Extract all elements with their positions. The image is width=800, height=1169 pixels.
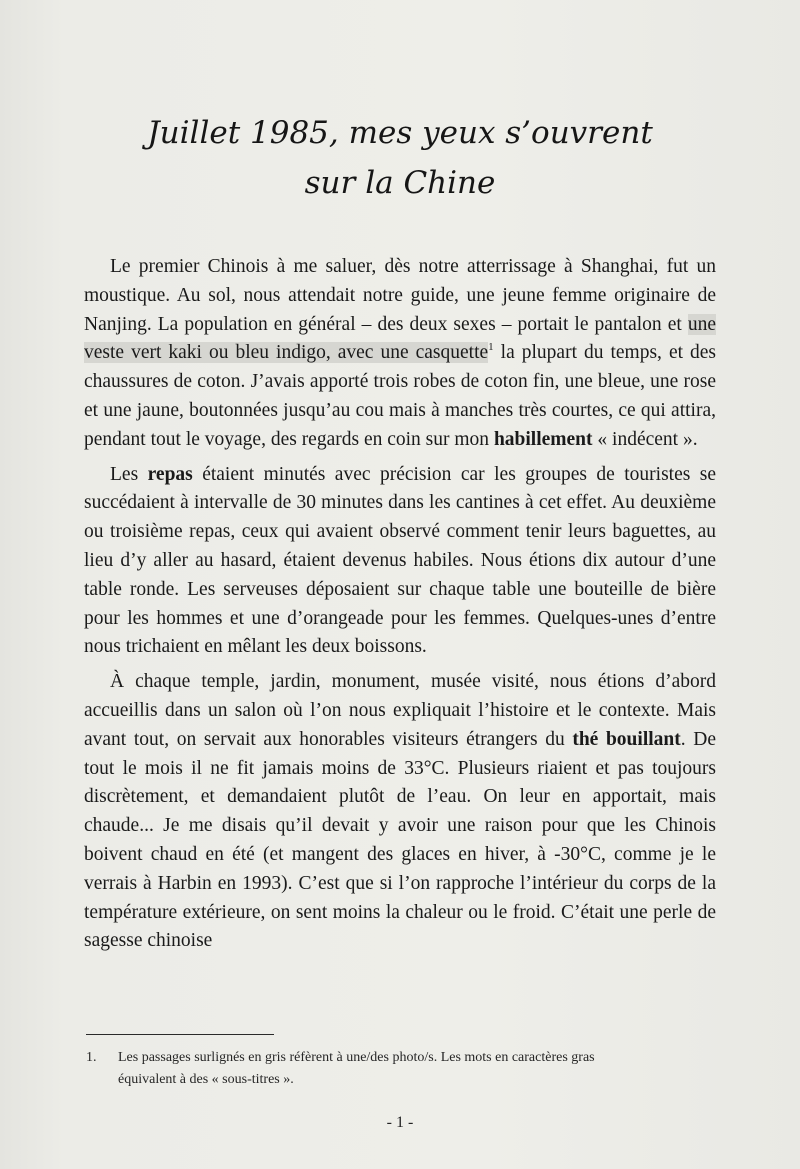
paragraph-1-text-c: « indécent ».: [592, 428, 698, 450]
subtitle-bold-repas: repas: [147, 463, 193, 485]
footnote-line-1: Les passages surlignés en gris réfèrent à une/des photo/s. Les mots en caractères gras: [118, 1050, 595, 1065]
paragraph-2-text-b: étaient minutés avec précision car les groupes de touristes se succédaient à intervalle de 30 minutes dans les cantines à cet effet. Au deuxième ou troisième repas, ceux qui avaient observé comment tenir leurs baguettes, au lieu d’y aller au hasard, étaient devenus habiles. Nous étions dix autour d’une table ronde. Les serveuses déposaient sur chaque table une bouteille de bière pour les hommes et une d’orangeade pour les femmes. Quelques-unes d’entre nous trichaient en mêlant les deux boissons.: [84, 463, 717, 658]
subtitle-bold-habillement: habillement: [493, 428, 593, 450]
paragraph-2-text-a: Les: [110, 463, 148, 485]
page-number: - 1 -: [386, 1114, 414, 1131]
paragraph-3-text-a: À chaque temple, jardin, monument, musée visité, nous étions d’abord accueillis dans un salon où l’on nous expliquait l’histoire et le contexte. Mais avant tout, on servait aux honorables visiteurs étrangers du: [84, 671, 716, 750]
photo-highlight-passage: une veste vert kaki ou bleu indigo, avec une casquette: [84, 313, 716, 364]
footnote-line-2: équivalent à des « sous-titres ».: [118, 1072, 294, 1087]
footnote-number: 1.: [86, 1050, 97, 1065]
paragraph-1-text-a: Le premier Chinois à me saluer, dès notre atterrissage à Shanghai, fut un moustique. Au sol, nous attendait notre guide, une jeune femme originaire de Nanjing. La population en général – des deux sexes – portait le pantalon et: [84, 256, 716, 335]
chapter-title-line-1: Juillet 1985, mes yeux s’ouvrent: [147, 115, 653, 151]
subtitle-bold-the-bouillant: thé bouillant: [572, 728, 681, 750]
footnote: [86, 1047, 726, 1091]
paragraph-2: [84, 461, 716, 663]
chapter-title: [60, 108, 740, 208]
paragraph-3: [84, 668, 716, 956]
footnote-divider: [86, 1034, 274, 1035]
paragraph-1-text-b: la plupart du temps, et des chaussures de coton. J’avais apporté trois robes de coton fin, une bleue, une rose et une jaune, boutonnées jusqu’au cou mais à manches très courtes, ce qui attira, pendant tout le voyage, des regards en coin sur mon: [84, 342, 717, 450]
chapter-title-line-2: sur la Chine: [304, 165, 496, 201]
chapter-body: [84, 253, 716, 962]
paragraph-1: [84, 253, 716, 455]
footnote-marker: 1: [488, 341, 494, 354]
paragraph-3-text-b: . De tout le mois il ne fit jamais moins de 33°C. Plusieurs riaient et pas toujours discrètement, et demandaient plutôt de l’eau. On leur en apportait, mais chaude... Je me disais qu’il devait y avoir une raison pour que les Chinois boivent chaud en été (et mangent des glaces en hiver, à -30°C, comme je le verrais à Harbin en 1993). C’est que si l’on rapproche l’intérieur du corps de la température extérieure, on sent moins la chaleur ou le froid. C’était une perle de sagesse chinoise: [84, 728, 716, 952]
